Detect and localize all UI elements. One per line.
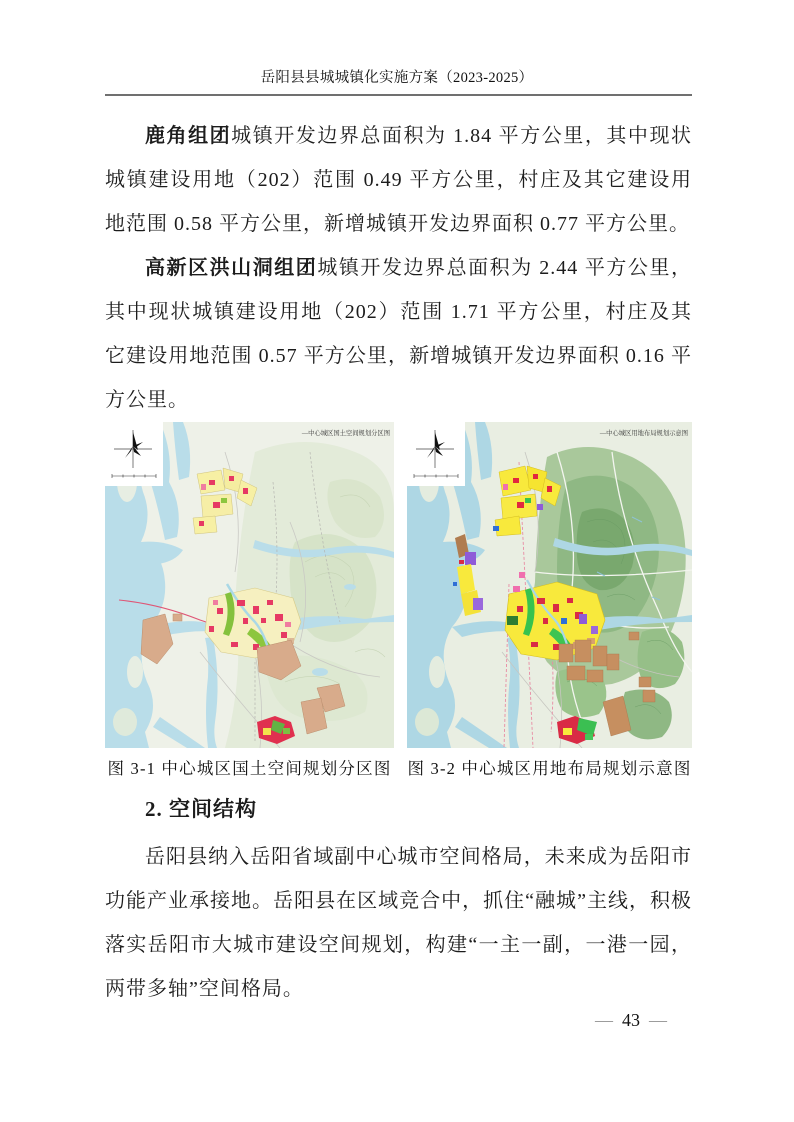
header-rule — [105, 94, 692, 96]
figure-caption-3-2: 图 3-2 中心城区用地布局规划示意图 — [407, 759, 692, 778]
river-island — [113, 708, 137, 736]
figure-3-1 — [105, 422, 394, 779]
paragraph-lead-bold: 高新区洪山洞组团 — [145, 257, 318, 279]
figures-row — [105, 422, 692, 779]
document-body — [105, 114, 692, 1011]
map-image-3-2 — [407, 422, 692, 748]
paragraph-lujiao-cluster — [105, 114, 692, 246]
section-heading-spatial-structure: 2. 空间结构 — [145, 797, 257, 821]
map-inset-title: —中心城区国土空间规划分区图 — [301, 430, 390, 437]
river-island — [429, 656, 445, 688]
footer-dash-left: — — [595, 1010, 613, 1030]
page-header — [0, 0, 794, 96]
page-footer — [586, 1010, 676, 1031]
footer-page-number: 43 — [622, 1010, 640, 1030]
figure-caption-3-1: 图 3-1 中心城区国土空间规划分区图 — [107, 759, 392, 778]
page-header-title: 岳阳县县城城镇化实施方案（2023-2025） — [260, 70, 534, 86]
paragraph-text: 城镇开发边界总面积为 1.84 平方公里，其中现状城镇建设用地（202）范围 0.49 平方公里，村庄及其它建设用地范围 0.58 平方公里，新增城镇开发边界面积 0.77 平方公里。 — [105, 125, 693, 235]
paragraph-hongshandong-cluster — [105, 246, 692, 422]
paragraph-text: 城镇开发边界总面积为 2.44 平方公里，其中现状城镇建设用地（202）范围 1.71 平方公里，村庄及其它建设用地范围 0.57 平方公里，新增城镇开发边界面积 0.16 平方公里。 — [105, 257, 693, 411]
footer-dash-right: — — [649, 1010, 667, 1030]
river-island — [127, 656, 143, 688]
paragraph-text: 岳阳县纳入岳阳省域副中心城市空间格局，未来成为岳阳市功能产业承接地。岳阳县在区域竞合中，抓住“融城”主线，积极落实岳阳市大城市建设空间规划，构建“一主一副，一港一园，两带多轴”空间格局。 — [105, 846, 692, 1000]
paragraph-spatial-pattern — [105, 835, 692, 1011]
paragraph-lead-bold: 鹿角组团 — [145, 125, 232, 147]
figure-3-2 — [407, 422, 692, 779]
map-inset-title: —中心城区用地布局规划示意图 — [599, 430, 688, 437]
river-island — [415, 708, 439, 736]
map-image-3-1 — [105, 422, 394, 748]
